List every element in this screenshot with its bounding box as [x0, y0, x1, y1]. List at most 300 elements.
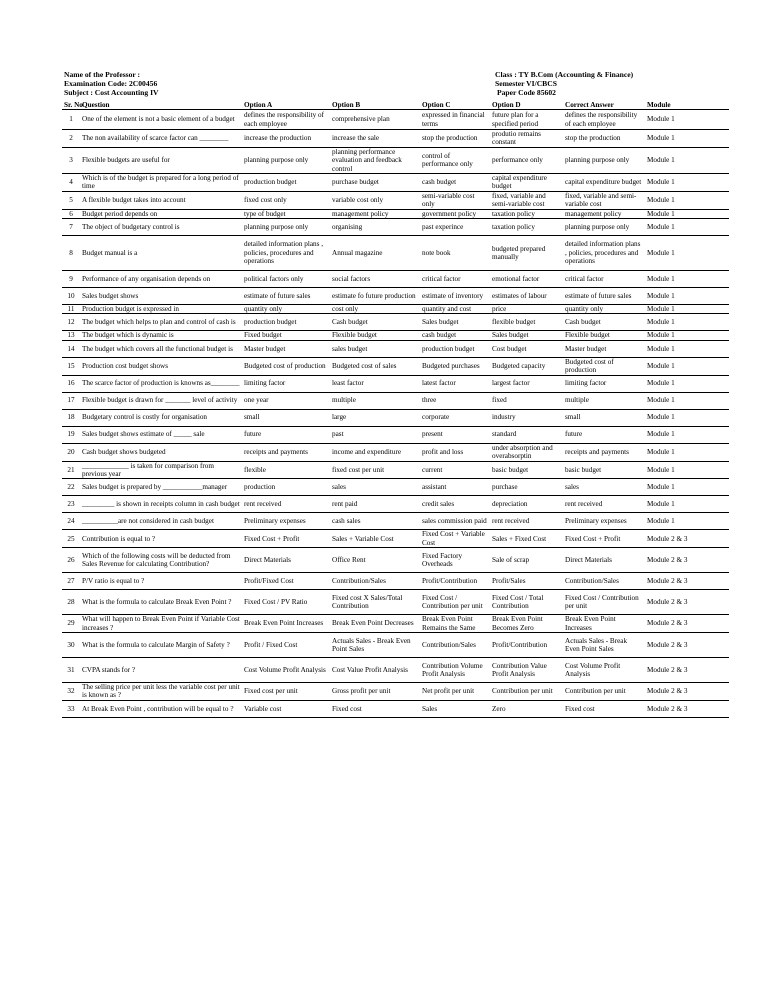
option-c-cell: Fixed Cost + Variable Cost [420, 530, 490, 548]
correct-answer-cell: fixed, variable and semi-variable cost [563, 191, 645, 209]
module-cell: Module 1 [645, 130, 729, 148]
option-a-cell: planning purpose only [242, 219, 330, 236]
option-a-cell: rent received [242, 496, 330, 513]
option-b-cell: Cost Value Profit Analysis [330, 657, 420, 682]
option-b-cell: estimate fo future production [330, 288, 420, 305]
module-cell: Module 2 & 3 [645, 573, 729, 590]
sr-no-cell: 13 [62, 331, 80, 340]
module-cell: Module 1 [645, 288, 729, 305]
module-cell: Module 1 [645, 271, 729, 288]
correct-answer-cell: receipts and payments [563, 443, 645, 461]
col-sr-no: Sr. No [64, 100, 83, 109]
table-row [62, 409, 729, 426]
option-a-cell: detailed information plans , policies, procedures and operations [242, 236, 330, 271]
table-row [62, 305, 729, 314]
option-b-cell: income and expenditure [330, 443, 420, 461]
option-b-cell: Actuals Sales - Break Even Point Sales [330, 632, 420, 657]
table-row [62, 496, 729, 513]
option-a-cell: planning purpose only [242, 147, 330, 173]
option-a-cell: fixed cost only [242, 191, 330, 209]
option-c-cell: Break Even Point Remains the Same [420, 615, 490, 633]
option-b-cell: fixed cost per unit [330, 461, 420, 479]
option-b-cell: cash sales [330, 513, 420, 530]
option-a-cell: one year [242, 392, 330, 409]
option-c-cell: credit sales [420, 496, 490, 513]
option-a-cell: estimate of future sales [242, 288, 330, 305]
option-c-cell: Contribution/Sales [420, 632, 490, 657]
question-cell: One of the element is not a basic element of a budget [80, 110, 242, 130]
option-d-cell: Contribution Value Profit Analysis [490, 657, 563, 682]
correct-answer-cell: future [563, 426, 645, 443]
option-a-cell: Profit/Fixed Cost [242, 573, 330, 590]
option-a-cell: Fixed budget [242, 331, 330, 340]
option-c-cell: expressed in financial terms [420, 110, 490, 130]
option-b-cell: management policy [330, 209, 420, 218]
question-cell: Sales budget is prepared by ___________manager [80, 479, 242, 496]
option-d-cell: Contribution per unit [490, 682, 563, 700]
correct-answer-cell: Fixed Cost + Profit [563, 530, 645, 548]
option-a-cell: Preliminary expenses [242, 513, 330, 530]
option-c-cell: note book [420, 236, 490, 271]
correct-answer-cell: Cost Volume Profit Analysis [563, 657, 645, 682]
question-cell: Budget period depends on [80, 209, 242, 218]
table-row [62, 174, 729, 192]
sr-no-cell: 28 [62, 590, 80, 615]
table-row [62, 314, 729, 331]
table-row [62, 219, 729, 236]
question-cell: The non availability of scarce factor can ________ [80, 130, 242, 148]
option-d-cell: largest factor [490, 375, 563, 392]
option-d-cell: Budgeted capacity [490, 357, 563, 375]
module-cell: Module 1 [645, 174, 729, 192]
table-row [62, 130, 729, 148]
table-row [62, 110, 729, 130]
table-row [62, 331, 729, 340]
option-b-cell: sales [330, 479, 420, 496]
sr-no-cell: 3 [62, 147, 80, 173]
module-cell: Module 2 & 3 [645, 632, 729, 657]
option-c-cell: Fixed Factory Overheads [420, 548, 490, 573]
option-b-cell: comprehensive plan [330, 110, 420, 130]
question-cell: Budgetary control is costly for organisation [80, 409, 242, 426]
option-d-cell: depreciation [490, 496, 563, 513]
option-d-cell: rent received [490, 513, 563, 530]
question-cell: _________ is shown in receipts column in cash budget [80, 496, 242, 513]
option-d-cell: Fixed Cost / Total Contribution [490, 590, 563, 615]
sr-no-cell: 26 [62, 548, 80, 573]
option-b-cell: rent paid [330, 496, 420, 513]
sr-no-cell: 8 [62, 236, 80, 271]
sr-no-cell: 1 [62, 110, 80, 130]
correct-answer-cell: sales [563, 479, 645, 496]
question-cell: Contribution is equal to ? [80, 530, 242, 548]
module-cell: Module 1 [645, 236, 729, 271]
sr-no-cell: 22 [62, 479, 80, 496]
correct-answer-cell: Contribution/Sales [563, 573, 645, 590]
sr-no-cell: 16 [62, 375, 80, 392]
table-row [62, 392, 729, 409]
correct-answer-cell: Fixed cost [563, 700, 645, 717]
option-a-cell: production [242, 479, 330, 496]
option-b-cell: social factors [330, 271, 420, 288]
module-cell: Module 2 & 3 [645, 615, 729, 633]
option-c-cell: past experince [420, 219, 490, 236]
correct-answer-cell: Actuals Sales - Break Even Point Sales [563, 632, 645, 657]
table-row [62, 530, 729, 548]
option-b-cell: cost only [330, 305, 420, 314]
question-cell: At Break Even Point , contribution will be equal to ? [80, 700, 242, 717]
option-c-cell: control of performance only [420, 147, 490, 173]
option-b-cell: Office Rent [330, 548, 420, 573]
option-b-cell: past [330, 426, 420, 443]
option-c-cell: critical factor [420, 271, 490, 288]
option-c-cell: sales commission paid [420, 513, 490, 530]
correct-answer-cell: Flexible budget [563, 331, 645, 340]
option-d-cell: produtio remains constant [490, 130, 563, 148]
table-row [62, 573, 729, 590]
subject-label: Subject : Cost Accounting IV [64, 88, 159, 97]
option-b-cell: variable cost only [330, 191, 420, 209]
option-c-cell: profit and loss [420, 443, 490, 461]
question-cell: __________are not considered in cash budget [80, 513, 242, 530]
question-cell: What will happen to Break Even Point if Variable Cost increases ? [80, 615, 242, 633]
question-cell: Budget manual is a [80, 236, 242, 271]
table-row [62, 271, 729, 288]
module-cell: Module 1 [645, 110, 729, 130]
module-cell: Module 1 [645, 443, 729, 461]
correct-answer-cell: Fixed Cost / Contribution per unit [563, 590, 645, 615]
option-c-cell: stop the production [420, 130, 490, 148]
option-b-cell: Sales + Variable Cost [330, 530, 420, 548]
col-correct-answer: Correct Answer [563, 100, 645, 110]
option-c-cell: assistant [420, 479, 490, 496]
correct-answer-cell: estimate of future sales [563, 288, 645, 305]
question-cell: What is the formula to calculate Margin of Safety ? [80, 632, 242, 657]
table-row [62, 147, 729, 173]
option-d-cell: taxation policy [490, 209, 563, 218]
correct-answer-cell: capital expenditure budget [563, 174, 645, 192]
correct-answer-cell: planning purpose only [563, 147, 645, 173]
option-b-cell: Break Even Point Decreases [330, 615, 420, 633]
module-cell: Module 1 [645, 305, 729, 314]
sr-no-cell: 25 [62, 530, 80, 548]
option-a-cell: receipts and payments [242, 443, 330, 461]
option-a-cell: Variable cost [242, 700, 330, 717]
option-d-cell: Zero [490, 700, 563, 717]
option-c-cell: current [420, 461, 490, 479]
question-cell: The object of budgetary control is [80, 219, 242, 236]
table-row [62, 375, 729, 392]
module-cell: Module 1 [645, 513, 729, 530]
option-d-cell: Cost budget [490, 340, 563, 357]
correct-answer-cell: stop the production [563, 130, 645, 148]
sr-no-cell: 20 [62, 443, 80, 461]
option-c-cell: government policy [420, 209, 490, 218]
option-d-cell: Sales + Fixed Cost [490, 530, 563, 548]
option-d-cell: estimates of labour [490, 288, 563, 305]
option-a-cell: Direct Materials [242, 548, 330, 573]
option-d-cell: price [490, 305, 563, 314]
table-row [62, 340, 729, 357]
correct-answer-cell: Break Even Point Increases [563, 615, 645, 633]
module-cell: Module 2 & 3 [645, 657, 729, 682]
sr-no-cell: 21 [62, 461, 80, 479]
sr-no-cell: 29 [62, 615, 80, 633]
option-c-cell: Net profit per unit [420, 682, 490, 700]
module-cell: Module 2 & 3 [645, 530, 729, 548]
option-b-cell: organising [330, 219, 420, 236]
option-c-cell: corporate [420, 409, 490, 426]
option-a-cell: flexible [242, 461, 330, 479]
option-c-cell: estimate of inventory [420, 288, 490, 305]
sr-no-cell: 14 [62, 340, 80, 357]
option-b-cell: Fixed cost X Sales/Total Contribution [330, 590, 420, 615]
correct-answer-cell: small [563, 409, 645, 426]
option-c-cell: production budget [420, 340, 490, 357]
col-option-a: Option A [242, 100, 330, 110]
option-c-cell: cash budget [420, 331, 490, 340]
module-cell: Module 1 [645, 479, 729, 496]
option-d-cell: Sales budget [490, 331, 563, 340]
correct-answer-cell: Cash budget [563, 314, 645, 331]
option-d-cell: standard [490, 426, 563, 443]
module-cell: Module 2 & 3 [645, 590, 729, 615]
option-b-cell: Flexible budget [330, 331, 420, 340]
option-b-cell: increase the sale [330, 130, 420, 148]
option-b-cell: large [330, 409, 420, 426]
table-row [62, 288, 729, 305]
table-row [62, 426, 729, 443]
question-cell: Flexible budget is drawn for _______ level of activity [80, 392, 242, 409]
option-a-cell: limiting factor [242, 375, 330, 392]
question-cell: Which of the following costs will be deducted from Sales Revenue for calculating Contribution? [80, 548, 242, 573]
module-cell: Module 2 & 3 [645, 700, 729, 717]
mcq-table [62, 100, 729, 718]
question-cell: Sales budget shows estimate of _____ sale [80, 426, 242, 443]
option-a-cell: Fixed cost per unit [242, 682, 330, 700]
question-cell: Which is of the budget is prepared for a long period of time [80, 174, 242, 192]
class-label: Class : TY B.Com (Accounting & Finance) [495, 70, 634, 79]
option-c-cell: Budgeted purchases [420, 357, 490, 375]
module-cell: Module 1 [645, 461, 729, 479]
table-row [62, 615, 729, 633]
question-cell: Performance of any organisation depends on [80, 271, 242, 288]
table-row [62, 357, 729, 375]
option-a-cell: Break Even Point Increases [242, 615, 330, 633]
question-cell: The budget which is dynamic is [80, 331, 242, 340]
option-a-cell: production budget [242, 174, 330, 192]
question-cell: Sales budget shows [80, 288, 242, 305]
option-d-cell: under absorption and overabsorptin [490, 443, 563, 461]
table-row [62, 461, 729, 479]
correct-answer-cell: Budgeted cost of production [563, 357, 645, 375]
question-cell: The budget which covers all the functional budget is [80, 340, 242, 357]
option-d-cell: Sale of scrap [490, 548, 563, 573]
option-d-cell: Profit/Contribution [490, 632, 563, 657]
module-cell: Module 1 [645, 314, 729, 331]
module-cell: Module 2 & 3 [645, 548, 729, 573]
module-cell: Module 1 [645, 357, 729, 375]
option-d-cell: budgeted prepared manually [490, 236, 563, 271]
sr-no-cell: 30 [62, 632, 80, 657]
correct-answer-cell: Direct Materials [563, 548, 645, 573]
module-cell: Module 1 [645, 340, 729, 357]
table-row [62, 236, 729, 271]
option-c-cell: Sales budget [420, 314, 490, 331]
module-cell: Module 2 & 3 [645, 682, 729, 700]
question-cell: Cash budget shows budgeted [80, 443, 242, 461]
sr-no-cell: 2 [62, 130, 80, 148]
option-a-cell: production budget [242, 314, 330, 331]
table-row [62, 209, 729, 218]
module-cell: Module 1 [645, 409, 729, 426]
option-d-cell: fixed, variable and semi-variable cost [490, 191, 563, 209]
option-d-cell: future plan for a specified period [490, 110, 563, 130]
option-b-cell: Budgeted cost of sales [330, 357, 420, 375]
option-c-cell: cash budget [420, 174, 490, 192]
option-a-cell: Budgeted cost of production [242, 357, 330, 375]
sr-no-cell: 23 [62, 496, 80, 513]
module-cell: Module 1 [645, 147, 729, 173]
correct-answer-cell: Preliminary expenses [563, 513, 645, 530]
sr-no-cell: 19 [62, 426, 80, 443]
option-c-cell: Sales [420, 700, 490, 717]
option-a-cell: Profit / Fixed Cost [242, 632, 330, 657]
option-d-cell: capital expenditure budget [490, 174, 563, 192]
sr-no-cell: 17 [62, 392, 80, 409]
question-cell: The selling price per unit less the variable cost per unit is known as ? [80, 682, 242, 700]
option-d-cell: flexible budget [490, 314, 563, 331]
option-b-cell: Fixed cost [330, 700, 420, 717]
option-d-cell: basic budget [490, 461, 563, 479]
table-header-row [62, 100, 729, 110]
question-cell: _____________ is taken for comparison from previous year [80, 461, 242, 479]
professor-label: Name of the Professor : [64, 70, 141, 79]
option-b-cell: Contribution/Sales [330, 573, 420, 590]
question-cell: CVPA stands for ? [80, 657, 242, 682]
correct-answer-cell: planning purpose only [563, 219, 645, 236]
sr-no-cell: 4 [62, 174, 80, 192]
module-cell: Module 1 [645, 209, 729, 218]
question-cell: Flexible budgets are useful for [80, 147, 242, 173]
option-a-cell: future [242, 426, 330, 443]
table-row [62, 700, 729, 717]
sr-no-cell: 15 [62, 357, 80, 375]
table-row [62, 682, 729, 700]
option-d-cell: industry [490, 409, 563, 426]
option-c-cell: Profit/Contribution [420, 573, 490, 590]
option-c-cell: quantity and cost [420, 305, 490, 314]
col-option-c: Option C [420, 100, 490, 110]
option-b-cell: Cash budget [330, 314, 420, 331]
option-d-cell: Break Even Point Becomes Zero [490, 615, 563, 633]
col-question: Question [80, 100, 242, 110]
option-b-cell: multiple [330, 392, 420, 409]
sr-no-cell: 27 [62, 573, 80, 590]
option-b-cell: least factor [330, 375, 420, 392]
sr-no-cell: 33 [62, 700, 80, 717]
col-option-b: Option B [330, 100, 420, 110]
question-cell: The scarce factor of production is knowns as________ [80, 375, 242, 392]
question-cell: A flexible budget takes into account [80, 191, 242, 209]
table-row [62, 513, 729, 530]
question-cell: P/V ratio is equal to ? [80, 573, 242, 590]
option-c-cell: semi-variable cost only [420, 191, 490, 209]
correct-answer-cell: Contribution per unit [563, 682, 645, 700]
module-cell: Module 1 [645, 219, 729, 236]
option-d-cell: fixed [490, 392, 563, 409]
module-cell: Module 1 [645, 331, 729, 340]
correct-answer-cell: Master budget [563, 340, 645, 357]
option-a-cell: defines the responsibility of each employee [242, 110, 330, 130]
correct-answer-cell: basic budget [563, 461, 645, 479]
correct-answer-cell: critical factor [563, 271, 645, 288]
col-option-d: Option D [490, 100, 563, 110]
question-cell: The budget which helps to plan and control of cash is [80, 314, 242, 331]
option-b-cell: Gross profit per unit [330, 682, 420, 700]
option-c-cell: present [420, 426, 490, 443]
table-row [62, 479, 729, 496]
correct-answer-cell: defines the responsibility of each employee [563, 110, 645, 130]
table-row [62, 657, 729, 682]
question-cell: Production cost budget shows [80, 357, 242, 375]
option-a-cell: Master budget [242, 340, 330, 357]
table-row [62, 443, 729, 461]
option-a-cell: Fixed Cost + Profit [242, 530, 330, 548]
option-b-cell: sales budget [330, 340, 420, 357]
option-b-cell: Annual magazine [330, 236, 420, 271]
sr-no-cell: 18 [62, 409, 80, 426]
paper-code-label: Paper Code 85602 [497, 88, 556, 97]
correct-answer-cell: rent received [563, 496, 645, 513]
correct-answer-cell: limiting factor [563, 375, 645, 392]
module-cell: Module 1 [645, 392, 729, 409]
option-a-cell: increase the production [242, 130, 330, 148]
sr-no-cell: 11 [62, 305, 80, 314]
option-d-cell: Profit/Sales [490, 573, 563, 590]
semester-label: Semester VI/CBCS [495, 79, 557, 88]
option-c-cell: three [420, 392, 490, 409]
option-c-cell: Contribution Volume Profit Analysis [420, 657, 490, 682]
option-a-cell: Fixed Cost / PV Ratio [242, 590, 330, 615]
option-a-cell: Cost Volume Profit Analysis [242, 657, 330, 682]
module-cell: Module 1 [645, 191, 729, 209]
module-cell: Module 1 [645, 426, 729, 443]
sr-no-cell: 5 [62, 191, 80, 209]
sr-no-cell: 7 [62, 219, 80, 236]
option-b-cell: planning performance evaluation and feedback control [330, 147, 420, 173]
col-module: Module [645, 100, 729, 110]
option-a-cell: quantity only [242, 305, 330, 314]
question-cell: Production budget is expressed in [80, 305, 242, 314]
module-cell: Module 1 [645, 496, 729, 513]
sr-no-cell: 12 [62, 314, 80, 331]
table-row [62, 590, 729, 615]
option-d-cell: taxation policy [490, 219, 563, 236]
sr-no-cell: 31 [62, 657, 80, 682]
option-b-cell: purchase budget [330, 174, 420, 192]
option-c-cell: latest factor [420, 375, 490, 392]
table-row [62, 548, 729, 573]
correct-answer-cell: detailed information plans , policies, procedures and operations [563, 236, 645, 271]
sr-no-cell: 9 [62, 271, 80, 288]
option-d-cell: emotional factor [490, 271, 563, 288]
correct-answer-cell: quantity only [563, 305, 645, 314]
option-d-cell: purchase [490, 479, 563, 496]
module-cell: Module 1 [645, 375, 729, 392]
examination-code: Examination Code: 2C00456 [64, 79, 158, 88]
table-row [62, 632, 729, 657]
